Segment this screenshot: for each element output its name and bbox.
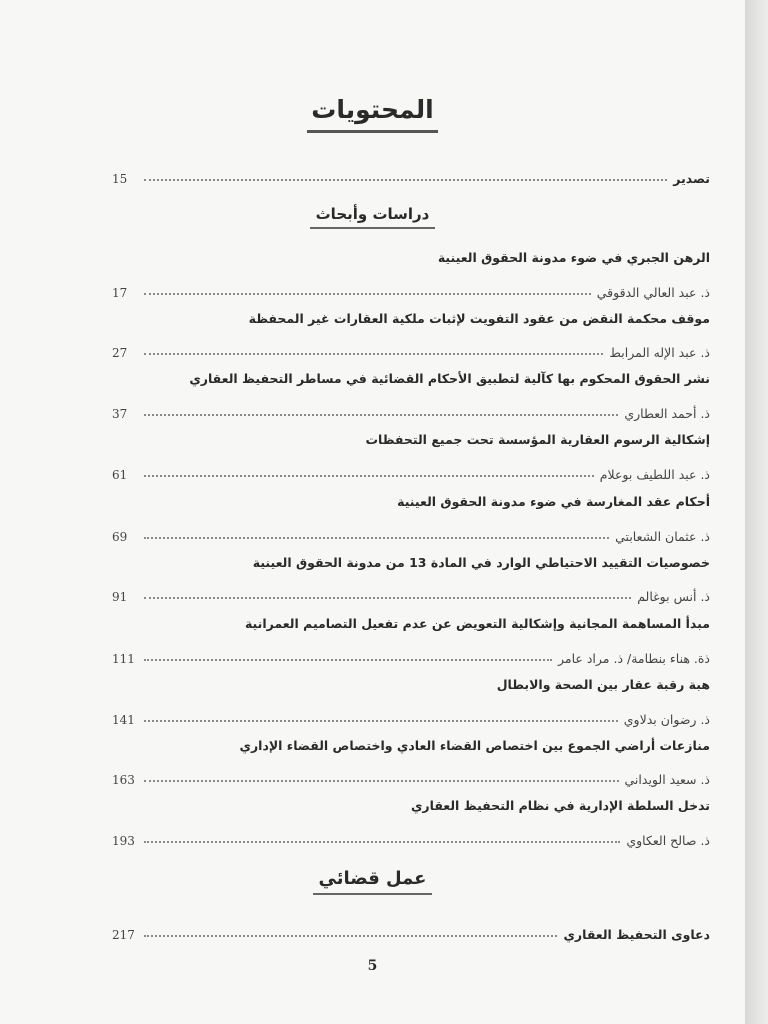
article-title[interactable]: منازعات أراضي الجموع بين اختصاص القضاء العادي واختصاص القضاء الإداري (239, 738, 710, 753)
leader-dots (144, 841, 620, 843)
leader-dots (144, 414, 618, 416)
toc-row-judicial[interactable] (112, 920, 710, 942)
title-wrap (0, 95, 745, 133)
article-title[interactable]: نشر الحقوق المحكوم بها كآلية لتطبيق الأحكام القضائية في مساطر التحفيظ العقاري (189, 371, 710, 386)
leader-dots (144, 537, 609, 539)
author-name: ذة. هناء بنطامة/ ذ. مراد عامر (558, 651, 710, 666)
page-edge-shadow (745, 0, 768, 1024)
article-title[interactable]: موقف محكمة النقض من عقود التفويت لإثبات ملكية العقارات غير المحفظة (248, 311, 710, 326)
author-name: ذ. عبد اللطيف بوعلام (599, 467, 710, 482)
author-name: ذ. رضوان بدلاوي (623, 712, 710, 727)
page-number: 27 (112, 346, 128, 360)
toc-row-author (112, 338, 710, 360)
section-heading-studies: دراسات وأبحاث (0, 205, 745, 229)
toc-row-author (112, 765, 710, 787)
leader-dots (144, 179, 667, 181)
author-name: ذ. صالح العكاوي (626, 833, 710, 848)
page-number: 37 (112, 407, 128, 421)
toc-row-intro[interactable] (112, 164, 710, 186)
author-name: ذ. عبد العالي الدقوقي (596, 285, 710, 300)
page-number: 61 (112, 468, 128, 482)
toc-row-author (112, 278, 710, 300)
toc-row-author (112, 399, 710, 421)
article-title[interactable]: خصوصيات التقييد الاحتياطي الوارد في المادة 13 من مدونة الحقوق العينية (252, 555, 710, 570)
author-name: ذ. سعيد الويداني (624, 772, 710, 787)
author-name: ذ. أحمد العطاري (624, 406, 710, 421)
toc-row-author (112, 826, 710, 848)
article-title[interactable]: الرهن الجبري في ضوء مدونة الحقوق العينية (437, 250, 710, 265)
page-number: 15 (112, 172, 128, 186)
section-heading-judicial: عمل قضائي (0, 868, 745, 895)
leader-dots (144, 475, 594, 477)
toc-row-author (112, 460, 710, 482)
page-number: 141 (112, 713, 135, 727)
page-number: 69 (112, 530, 128, 544)
leader-dots (144, 780, 619, 782)
toc-row-author (112, 582, 710, 604)
article-title[interactable]: تدخل السلطة الإدارية في نظام التحفيظ العقاري (410, 798, 710, 813)
toc-row-author (112, 705, 710, 727)
page-number: 193 (112, 834, 135, 848)
author-name: ذ. عثمان الشعابتي (615, 529, 710, 544)
leader-dots (144, 659, 552, 661)
page-number: 91 (112, 590, 128, 604)
leader-dots (144, 597, 631, 599)
page-number: 111 (112, 652, 135, 666)
page-number: 217 (112, 928, 135, 942)
toc-row-author (112, 644, 710, 666)
page-number: 163 (112, 773, 135, 787)
toc-label: تصدير (673, 171, 710, 186)
leader-dots (144, 720, 618, 722)
article-title[interactable]: مبدأ المساهمة المجانية وإشكالية التعويض عن عدم تفعيل التصاميم العمرانية (244, 616, 710, 631)
toc-label: دعاوى التحفيظ العقاري (563, 927, 710, 942)
author-name: ذ. أنس بوغالم (637, 589, 710, 604)
leader-dots (144, 935, 557, 937)
leader-dots (144, 293, 591, 295)
page-folio: 5 (367, 958, 378, 974)
article-title[interactable]: إشكالية الرسوم العقارية المؤسسة تحت جميع التحفظات (365, 432, 710, 447)
leader-dots (144, 353, 603, 355)
page-number: 17 (112, 286, 128, 300)
article-title[interactable]: هبة رقبة عقار بين الصحة والابطال (496, 677, 710, 692)
toc-row-author (112, 522, 710, 544)
author-name: ذ. عبد الإله المرابط (609, 345, 710, 360)
article-title[interactable]: أحكام عقد المغارسة في ضوء مدونة الحقوق العينية (397, 494, 710, 509)
page-title: المحتويات (307, 95, 438, 133)
